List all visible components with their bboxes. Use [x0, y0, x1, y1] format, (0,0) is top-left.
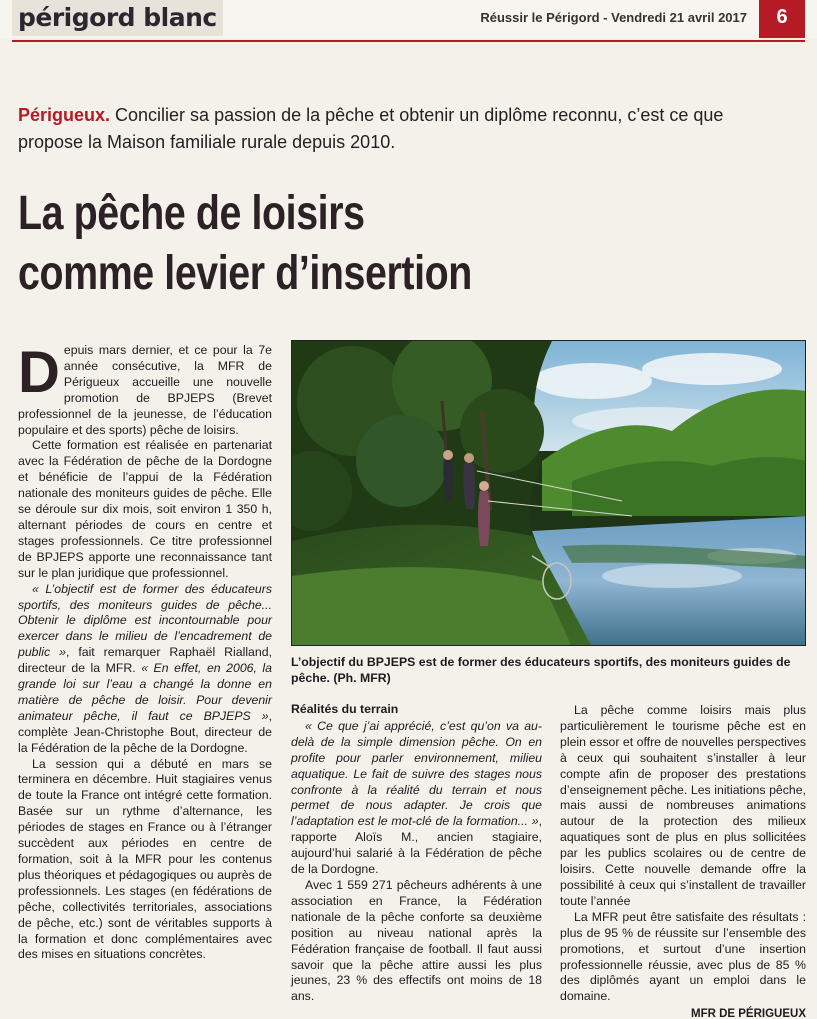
- article-photo: [291, 340, 806, 646]
- paragraph: « Ce que j’ai apprécié, c’est qu’on va au-delà de la simple dimension pêche. On en profite pour parler environnement, milieu aquatique. Le fait de suivre des stages nous confronte à la réalité du terrain et nous permet de nous adapter. Je crois que l’adaptation est le mot-clé de la formation... », rapporte Aloïs M., ancien stagiaire, aujourd’hui salarié à la Fédération de pêche de la Dordogne.: [291, 718, 542, 877]
- paragraph: « L’objectif est de former des éducateurs sportifs, des moniteurs guides de pêche... Obtenir le diplôme est incontournable pour exercer dans le milieu de l’encadrement de public », fait remarquer Raphaël Rialland, directeur de la MFR. « En effet, en 2006, la grande loi sur l’eau a changé la donne en matière de pêche de loisir. Pour devenir animateur pêche, il faut ce BPJEPS », complète Jean-Christophe Bout, directeur de la Fédération de la pêche de la Dordogne.: [18, 581, 273, 755]
- article-column-2: [291, 702, 542, 1005]
- article-headline: [18, 184, 543, 304]
- paragraph: Avec 1 559 271 pêcheurs adhérents à une association en France, la Fédération nationale de la pêche conforte sa deuxième position au niveau national après la Fédération française de football. Il faut aussi savoir que la pêche attire aussi les plus jeunes, 23 % des effectifs ont moins de 18 ans.: [291, 877, 542, 1004]
- drop-cap: D: [18, 340, 60, 405]
- quote: « L’objectif est de former des éducateurs sportifs, des moniteurs guides de pêche... Obtenir le diplôme est incontournable pour exercer dans le milieu de l’encadrement de public »: [18, 581, 272, 660]
- paragraph: La MFR peut être satisfaite des résultats : plus de 95 % de réussite sur l’ensemble des promotions, et surtout d’une insertion professionnelle réussie, avec plus de 85 % des diplômés ayant un emploi dans le domaine.: [560, 909, 806, 1004]
- headline-line-2: comme levier d’insertion: [18, 247, 472, 300]
- paragraph: La session qui a débuté en mars se terminera en décembre. Huit stagiaires venus de toute la France ont intégré cette formation. Basée sur un rythme d’alternance, les périodes de stages en France ou à l’étranger succèdent aux périodes en centre de formation, soit à la MFR pour les contenus plus théoriques et pédagogiques ou auprès de professionnels. Les stages (en fédérations de pêche, collectivités territoriales, associations de pêche, etc.) sont de véritables supports à la formation et donc complémentaires avec des mises en situations concrètes.: [18, 756, 272, 962]
- photo-caption: L’objectif du BPJEPS est de former des éducateurs sportifs, des moniteurs guides de pêche. (Ph. MFR): [291, 655, 791, 685]
- lead-text: Concilier sa passion de la pêche et obtenir un diplôme reconnu, c’est ce que propose la Maison familiale rurale depuis 2010.: [18, 105, 724, 152]
- article-lead: [18, 102, 778, 156]
- quote: « En effet, en 2006, la grande loi sur l’eau a changé la donne en matière de pêche de loisir. Pour devenir animateur pêche, il faut ce BPJEPS »: [18, 661, 273, 723]
- headline-line-1: La pêche de loisirs: [18, 187, 365, 240]
- subheading: Réalités du terrain: [291, 702, 399, 716]
- photo-fishing-pond: [292, 341, 806, 646]
- paragraph: Cette formation est réalisée en partenariat avec la Fédération de pêche de la Dordogne et bénéficie de l’appui de la Fédération nationale des moniteurs guides de pêche. Elle se déroule sur dix mois, soit environ 1 350 h, alternant périodes de cours en centre et stages professionnels. Ce titre professionnel de BPJEPS apporte une reconnaissance tant sur le plan juridique que professionnel.: [18, 438, 272, 580]
- quote: « Ce que j’ai apprécié, c’est qu’on va au-delà de la simple dimension pêche. On en profite pour parler environnement, milieu aquatique. Le fait de suivre des stages nous confronte à la réalité du terrain et nous permet de nous adapter. Je crois que l’adaptation est le mot-clé de la formation... »: [291, 718, 542, 829]
- publication-date: Réussir le Périgord - Vendredi 21 avril 2017: [480, 10, 747, 25]
- section-title: périgord blanc: [12, 0, 223, 36]
- article-signature: MFR DE PÉRIGUEUX: [690, 1008, 806, 1019]
- lead-location: Périgueux.: [18, 105, 111, 125]
- article-column-1: [18, 340, 273, 963]
- page-number: 6: [759, 0, 805, 38]
- header-rule: [12, 40, 805, 42]
- article-column-3: [560, 703, 806, 1019]
- paragraph: Depuis mars dernier, et ce pour la 7e année consécutive, la MFR de Périgueux accueille une nouvelle promotion de BPJEPS (Brevet professionnel de la jeunesse, de l’éducation populaire et des sports) pêche de loisirs.: [18, 340, 272, 437]
- paragraph: La pêche comme loisirs mais plus particulièrement le tourisme pêche est en plein essor et offre de nouvelles perspectives à ceux qui souhaitent s’installer à leur compte afin de proposer des prestations d’enseignement pêche. Les initiations pêche, mais aussi de nombreuses animations autour de la protection des milieux aquatiques sont de plus en plus sollicitées par les publics scolaires ou de centre de loisirs. Cette nouvelle demande offre la possibilité à ceux qui s’installent de travailler toute l’année: [560, 703, 806, 908]
- page-header: [0, 0, 817, 38]
